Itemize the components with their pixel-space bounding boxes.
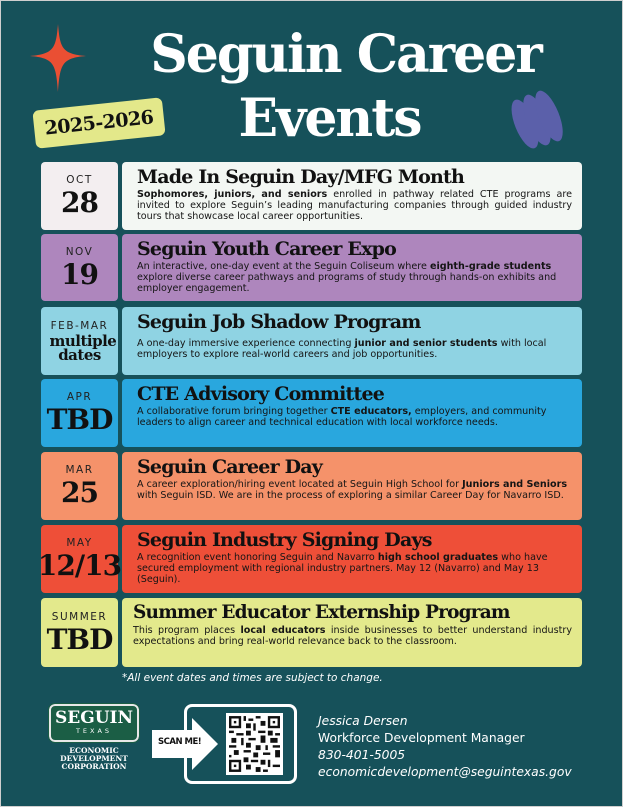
event-title: Seguin Job Shadow Program bbox=[137, 311, 421, 333]
event-row-signing-days bbox=[37, 525, 582, 593]
year-badge: 2025-2026 bbox=[32, 97, 165, 148]
date-day: 25 bbox=[61, 476, 98, 509]
event-description: A one-day immersive experience connecting junior and senior students with local employers to explore real-world careers and job opportunities. bbox=[137, 338, 547, 360]
date-month: NOV bbox=[65, 245, 94, 258]
event-description: An interactive, one-day event at the Seguin Coliseum where eighth-grade students explore diverse career pathways and programs of study through hands-on exhibits and employer engagement. bbox=[137, 261, 557, 294]
date-box bbox=[41, 379, 118, 447]
date-day: TBD bbox=[46, 622, 113, 656]
event-description: A recognition event honoring Seguin and Navarro high school graduates who have secured employment with regional industry partners. May 12 (Navarro) and May 13 (Seguin). bbox=[137, 552, 548, 585]
date-box bbox=[41, 307, 118, 375]
date-day: 28 bbox=[61, 186, 98, 219]
contact-name: Jessica Dersen bbox=[318, 714, 408, 728]
event-content bbox=[122, 307, 582, 375]
event-title: Made In Seguin Day/MFG Month bbox=[137, 166, 465, 188]
event-content bbox=[122, 162, 582, 230]
date-month: SUMMER bbox=[51, 610, 108, 623]
date-month: OCT bbox=[66, 174, 93, 186]
logo-sub: TEXAS bbox=[75, 727, 113, 735]
event-content bbox=[122, 525, 582, 593]
event-content bbox=[122, 234, 582, 301]
event-description: A collaborative forum bringing together CTE educators, employers, and community leaders to align career and technical education with local workforce needs. bbox=[137, 406, 547, 428]
contact-info bbox=[318, 713, 572, 781]
date-box bbox=[41, 598, 118, 667]
logo-name: SEGUIN bbox=[54, 708, 134, 728]
date-day: 19 bbox=[61, 257, 98, 291]
event-title: Seguin Industry Signing Days bbox=[137, 529, 432, 551]
date-day: 12/13 bbox=[37, 549, 122, 582]
date-box bbox=[41, 452, 118, 520]
event-title: Seguin Career Day bbox=[137, 456, 323, 478]
event-content bbox=[122, 598, 582, 667]
event-title: Summer Educator Externship Program bbox=[133, 602, 510, 623]
event-description: This program places local educators inside businesses to better understand industry expectations and bring real-world relevance back to the classroom. bbox=[133, 625, 573, 647]
logo-plate bbox=[49, 704, 139, 742]
event-row-mfg bbox=[41, 162, 582, 230]
event-row-career-day bbox=[41, 452, 582, 520]
qr-code-icon bbox=[229, 716, 280, 772]
date-box bbox=[37, 525, 122, 593]
qr-code[interactable] bbox=[226, 713, 283, 775]
event-row-youth-expo bbox=[41, 234, 582, 301]
page-title-line2: Events bbox=[238, 88, 421, 149]
date-month: MAR bbox=[65, 464, 94, 476]
event-description: A career exploration/hiring event located at Seguin High School for Juniors and Seniors with Seguin ISD. We are in the process of exploring a similar Career Day for Navarro ISD. bbox=[137, 479, 568, 501]
date-month: MAY bbox=[66, 537, 93, 549]
event-title: Seguin Youth Career Expo bbox=[137, 238, 396, 260]
event-content bbox=[122, 379, 582, 447]
event-content bbox=[122, 452, 582, 520]
event-row-cte-advisory bbox=[41, 379, 582, 447]
date-day: TBD bbox=[46, 403, 113, 436]
event-description: Sophomores, juniors, and seniors enrolled in pathway related CTE programs are invited to explore Seguin’s leading manufacturing companies through guided industry tours that showcase local career opportunities. bbox=[137, 189, 572, 222]
date-month: FEB-MAR bbox=[50, 320, 109, 332]
seguin-edc-logo bbox=[49, 704, 139, 771]
date-day: multiple dates bbox=[49, 332, 117, 364]
logo-org: ECONOMIC DEVELOPMENT CORPORATION bbox=[60, 746, 128, 771]
page-title-line1: Seguin Career bbox=[150, 24, 541, 85]
disclaimer: *All event dates and times are subject to change. bbox=[122, 672, 383, 684]
event-row-job-shadow bbox=[41, 307, 582, 375]
event-row-externship bbox=[41, 598, 582, 667]
event-title: CTE Advisory Committee bbox=[137, 383, 385, 405]
date-box bbox=[41, 162, 118, 230]
scan-me-label: SCAN ME! bbox=[158, 737, 202, 747]
contact-title: Workforce Development Manager bbox=[318, 731, 525, 745]
date-box bbox=[41, 234, 118, 301]
contact-phone[interactable]: 830-401-5005 bbox=[318, 748, 406, 762]
date-month: APR bbox=[66, 391, 93, 403]
contact-email[interactable]: economicdevelopment@seguintexas.gov bbox=[318, 765, 572, 779]
